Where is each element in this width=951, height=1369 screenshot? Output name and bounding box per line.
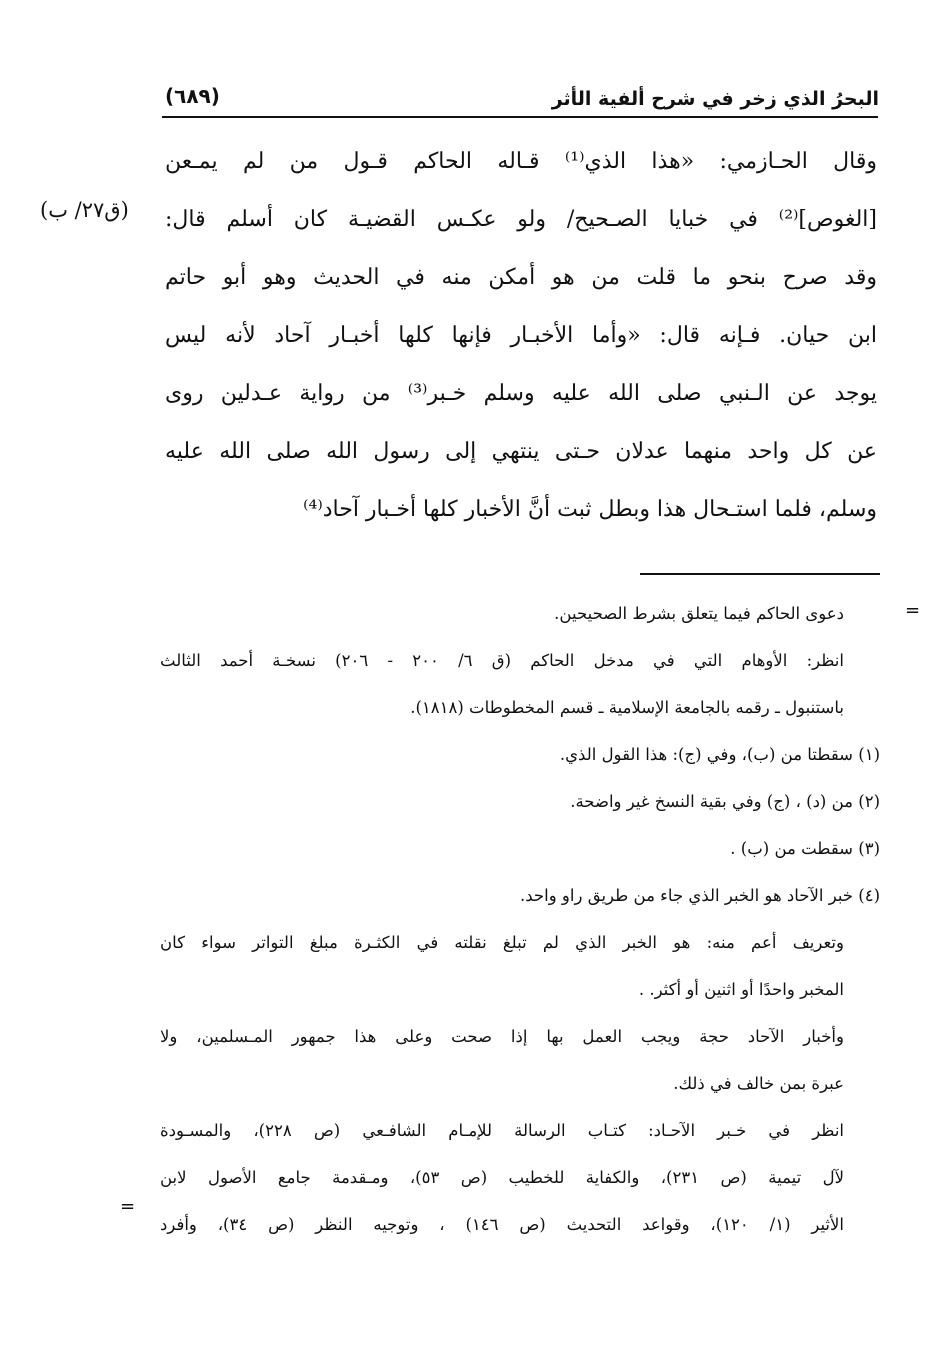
header-rule [162,116,878,118]
page-number: (٦٨٩) [165,84,220,108]
footnote-line: عبرة بمن خالف في ذلك. [673,1074,844,1093]
footnote-line: الأثير (١/ ١٢٠)، وقواعد التحديث (ص ١٤٦) ، وتوجيه النظر (ص ٣٤)، وأفرد [160,1215,845,1234]
footnote-line: باستنبول ـ رقمه بالجامعة الإسلامية ـ قسم المخطوطات (١٨١٨). [410,698,844,717]
footnote-line: (٢) من (د) ، (ج) وفي بقية النسخ غير واضحة. [570,792,880,811]
main-text-line: عن كل واحد منهما عدلان حـتى ينتهي إلى رسول الله صلى الله عليه [165,439,877,464]
footnote-line: وأخبار الآحاد حجة ويجب العمل بها إذا صحت وعلى هذا جمهور المـسلمين، ولا [160,1027,844,1046]
footnote-separator [640,573,880,575]
main-text-line: ابن حيان. فـإنه قال: «وأما الأخبـار فإنها كلها أخبـار آحاد لأنه ليس [165,323,877,348]
main-text-line: وقد صرح بنحو ما قلت من هو أمكن منه في الحديث وهو أبو حاتم [165,265,877,290]
main-text-line: وسلم، فلما استـحال هذا وبطل ثبت أنَّ الأخبار كلها أخـبار آحاد⁽⁴⁾ [303,497,877,522]
main-text [165,135,877,541]
footnote-line: وتعريف أعم منه: هو الخبر الذي لم تبلغ نقلته في الكثـرة مبلغ التواتر سواء كان [160,933,844,952]
footnote-line: انظر: الأوهام التي في مدخل الحاكم (ق ٦/ ٢٠٠ - ٢٠٦) نسخـة أحمد الثالث [160,651,844,670]
footnote-line: انظر في خـبر الآحـاد: كتـاب الرسالة للإمـام الشافـعي (ص ٢٢٨)، والمسـودة [160,1121,845,1140]
main-text-line: يوجد عن الـنبي صلى الله عليه وسلم خـبر⁽³⁾ من رواية عـدلين روى [165,381,877,406]
footnote-line: (١) سقطتا من (ب)، وفي (ج): هذا القول الذي. [559,745,880,764]
main-text-line: وقال الحـازمي: «هذا الذي⁽¹⁾ قـاله الحاكم قـول من لم يمـعن [165,149,877,174]
footnote-line: لآل تيمية (ص ٢٣١)، والكفاية للخطيب (ص ٥٣)، ومـقدمة جامع الأصول لابن [160,1168,844,1187]
footnote-line: المخبر واحدًا أو اثنين أو أكثر. . [638,980,844,999]
footnote-line: (٣) سقطت من (ب) . [730,839,880,858]
main-text-line: [الغوص]⁽²⁾ في خبايا الصـحيح/ ولو عكـس القضيـة كان أسلم قال: [165,207,877,232]
footnote-line: دعوى الحاكم فيما يتعلق بشرط الصحيحين. [554,604,844,623]
continued-on-next-mark: = [120,1196,136,1217]
footnote-line: (٤) خبر الآحاد هو الخبر الذي جاء من طريق راو واحد. [520,886,880,905]
footnotes [160,594,880,1252]
manuscript-folio-note: (ق٢٧/ ب) [40,198,129,222]
continued-from-previous-mark: = [905,600,921,621]
running-header-title: البحرُ الذي زخر في شرح ألفية الأثر [551,88,879,110]
